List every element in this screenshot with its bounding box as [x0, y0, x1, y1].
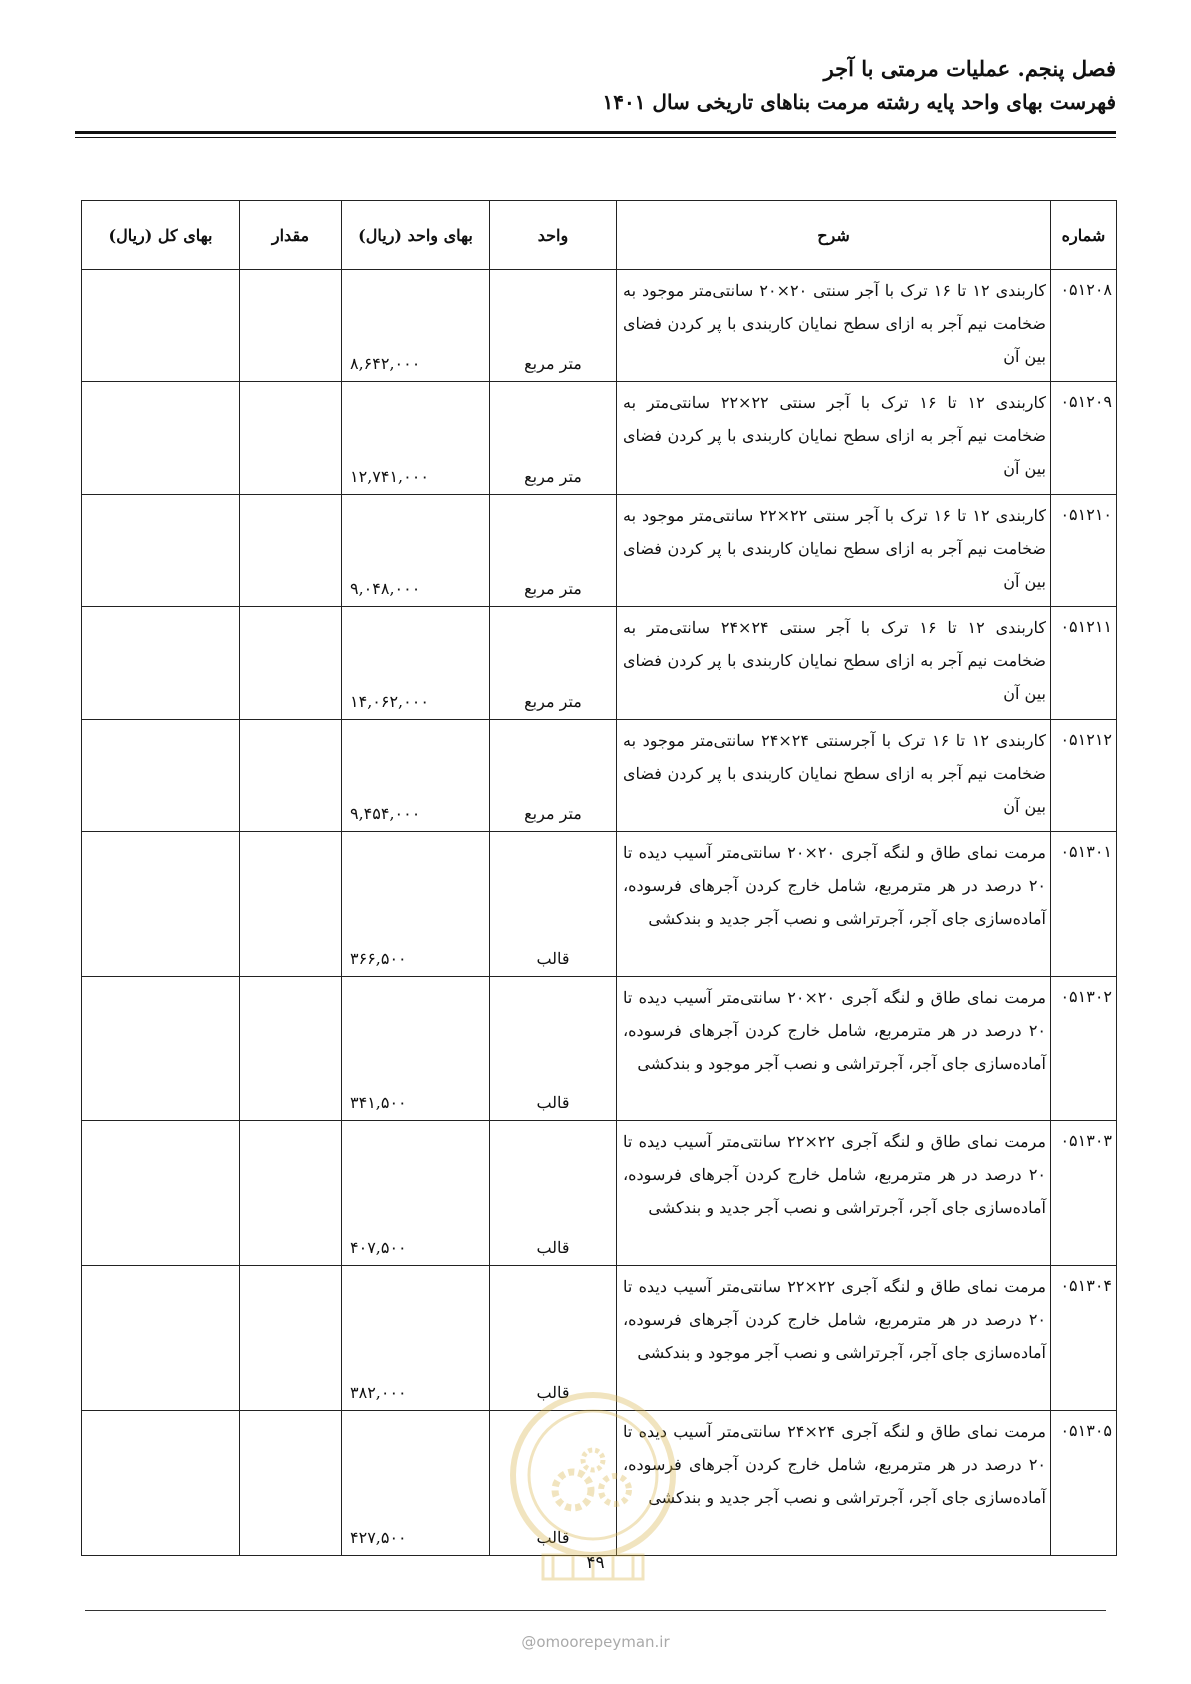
- item-unit-price: ۳۶۶,۵۰۰: [342, 831, 490, 976]
- item-quantity: [240, 494, 342, 606]
- item-code: ۰۵۱۲۰۸: [1051, 270, 1117, 382]
- item-unit-price: ۳۴۱,۵۰۰: [342, 976, 490, 1121]
- at-icon: @: [521, 1633, 537, 1651]
- item-unit: قالب: [490, 1411, 617, 1556]
- item-code: ۰۵۱۲۱۲: [1051, 719, 1117, 831]
- item-total: [82, 1121, 240, 1266]
- item-description: مرمت نمای طاق و لنگه آجری ۲۲×۲۲ سانتی‌متر آسیب دیده تا ۲۰ درصد در هر مترمربع، شامل خارج کردن آجرهای فرسوده، آماده‌سازی جای آجر، آجرتراشی و نصب آجر جدید و بندکشی: [617, 1121, 1051, 1266]
- item-quantity: [240, 1411, 342, 1556]
- item-description: کاربندی ۱۲ تا ۱۶ ترک با آجر سنتی ۲۴×۲۴ سانتی‌متر به ضخامت نیم آجر به ازای سطح نمایان کاربندی با پر کردن فضای بین آن: [617, 607, 1051, 719]
- page-header: [75, 52, 1116, 118]
- table-row: [82, 607, 1117, 719]
- header-rule-thick: [75, 131, 1116, 134]
- item-unit: قالب: [490, 1121, 617, 1266]
- table-header-row: [82, 201, 1117, 270]
- item-quantity: [240, 976, 342, 1121]
- item-description: کاربندی ۱۲ تا ۱۶ ترک با آجر سنتی ۲۲×۲۲ سانتی‌متر موجود به ضخامت نیم آجر به ازای سطح نمایان کاربندی با پر کردن فضای بین آن: [617, 494, 1051, 606]
- col-header-unit: واحد: [490, 201, 617, 270]
- table-row: [82, 494, 1117, 606]
- item-description: مرمت نمای طاق و لنگه آجری ۲۰×۲۰ سانتی‌متر آسیب دیده تا ۲۰ درصد در هر مترمربع، شامل خارج کردن آجرهای فرسوده، آماده‌سازی جای آجر، آجرتراشی و نصب آجر جدید و بندکشی: [617, 831, 1051, 976]
- item-unit: متر مربع: [490, 494, 617, 606]
- item-unit-price: ۹,۰۴۸,۰۰۰: [342, 494, 490, 606]
- item-total: [82, 1411, 240, 1556]
- item-code: ۰۵۱۳۰۱: [1051, 831, 1117, 976]
- table-row: [82, 270, 1117, 382]
- item-unit-price: ۳۸۲,۰۰۰: [342, 1266, 490, 1411]
- table-row: [82, 1121, 1117, 1266]
- item-code: ۰۵۱۳۰۵: [1051, 1411, 1117, 1556]
- price-list-table: [81, 200, 1117, 1556]
- item-quantity: [240, 831, 342, 976]
- table-row: [82, 831, 1117, 976]
- item-total: [82, 607, 240, 719]
- item-unit: قالب: [490, 831, 617, 976]
- item-code: ۰۵۱۲۱۱: [1051, 607, 1117, 719]
- item-unit: قالب: [490, 1266, 617, 1411]
- item-quantity: [240, 1266, 342, 1411]
- item-total: [82, 976, 240, 1121]
- col-header-description: شرح: [617, 201, 1051, 270]
- website-watermark: [0, 1633, 1191, 1651]
- document-subtitle: فهرست بهای واحد پایه رشته مرمت بناهای تاریخی سال ۱۴۰۱: [602, 90, 1116, 114]
- item-quantity: [240, 270, 342, 382]
- item-description: مرمت نمای طاق و لنگه آجری ۲۲×۲۲ سانتی‌متر آسیب دیده تا ۲۰ درصد در هر مترمربع، شامل خارج کردن آجرهای فرسوده، آماده‌سازی جای آجر، آجرتراشی و نصب آجر موجود و بندکشی: [617, 1266, 1051, 1411]
- item-unit-price: ۹,۴۵۴,۰۰۰: [342, 719, 490, 831]
- item-quantity: [240, 607, 342, 719]
- col-header-quantity: مقدار: [240, 201, 342, 270]
- item-quantity: [240, 382, 342, 494]
- item-description: مرمت نمای طاق و لنگه آجری ۲۰×۲۰ سانتی‌متر آسیب دیده تا ۲۰ درصد در هر مترمربع، شامل خارج کردن آجرهای فرسوده، آماده‌سازی جای آجر، آجرتراشی و نصب آجر موجود و بندکشی: [617, 976, 1051, 1121]
- item-unit-price: ۱۲,۷۴۱,۰۰۰: [342, 382, 490, 494]
- chapter-title: فصل پنجم. عملیات مرمتی با آجر: [823, 56, 1116, 81]
- item-total: [82, 1266, 240, 1411]
- item-unit: متر مربع: [490, 607, 617, 719]
- item-total: [82, 270, 240, 382]
- table-row: [82, 719, 1117, 831]
- item-code: ۰۵۱۳۰۲: [1051, 976, 1117, 1121]
- item-unit: متر مربع: [490, 719, 617, 831]
- item-unit-price: ۸,۶۴۲,۰۰۰: [342, 270, 490, 382]
- col-header-code: شماره: [1051, 201, 1117, 270]
- website-text: omoorepeyman.ir: [536, 1633, 670, 1651]
- col-header-unit-price: بهای واحد (ریال): [342, 201, 490, 270]
- item-description: کاربندی ۱۲ تا ۱۶ ترک با آجرسنتی ۲۴×۲۴ سانتی‌متر موجود به ضخامت نیم آجر به ازای سطح نمایان کاربندی با پر کردن فضای بین آن: [617, 719, 1051, 831]
- item-description: مرمت نمای طاق و لنگه آجری ۲۴×۲۴ سانتی‌متر آسیب دیده تا ۲۰ درصد در هر مترمربع، شامل خارج کردن آجرهای فرسوده، آماده‌سازی جای آجر، آجرتراشی و نصب آجر جدید و بندکشی: [617, 1411, 1051, 1556]
- page-number: ۴۹: [586, 1553, 605, 1573]
- item-total: [82, 382, 240, 494]
- item-total: [82, 719, 240, 831]
- item-unit: متر مربع: [490, 382, 617, 494]
- item-total: [82, 494, 240, 606]
- footer-rule: [85, 1610, 1106, 1611]
- item-description: کاربندی ۱۲ تا ۱۶ ترک با آجر سنتی ۲۲×۲۲ سانتی‌متر به ضخامت نیم آجر به ازای سطح نمایان کاربندی با پر کردن فضای بین آن: [617, 382, 1051, 494]
- item-unit-price: ۱۴,۰۶۲,۰۰۰: [342, 607, 490, 719]
- item-code: ۰۵۱۲۰۹: [1051, 382, 1117, 494]
- table-row: [82, 382, 1117, 494]
- col-header-total-price: بهای کل (ریال): [82, 201, 240, 270]
- item-code: ۰۵۱۳۰۳: [1051, 1121, 1117, 1266]
- item-unit: قالب: [490, 976, 617, 1121]
- item-code: ۰۵۱۲۱۰: [1051, 494, 1117, 606]
- item-code: ۰۵۱۳۰۴: [1051, 1266, 1117, 1411]
- item-quantity: [240, 1121, 342, 1266]
- item-description: کاربندی ۱۲ تا ۱۶ ترک با آجر سنتی ۲۰×۲۰ سانتی‌متر موجود به ضخامت نیم آجر به ازای سطح نمایان کاربندی با پر کردن فضای بین آن: [617, 270, 1051, 382]
- item-unit: متر مربع: [490, 270, 617, 382]
- header-rule-thin: [75, 137, 1116, 138]
- item-total: [82, 831, 240, 976]
- item-unit-price: ۴۰۷,۵۰۰: [342, 1121, 490, 1266]
- table-row: [82, 976, 1117, 1121]
- item-quantity: [240, 719, 342, 831]
- item-unit-price: ۴۲۷,۵۰۰: [342, 1411, 490, 1556]
